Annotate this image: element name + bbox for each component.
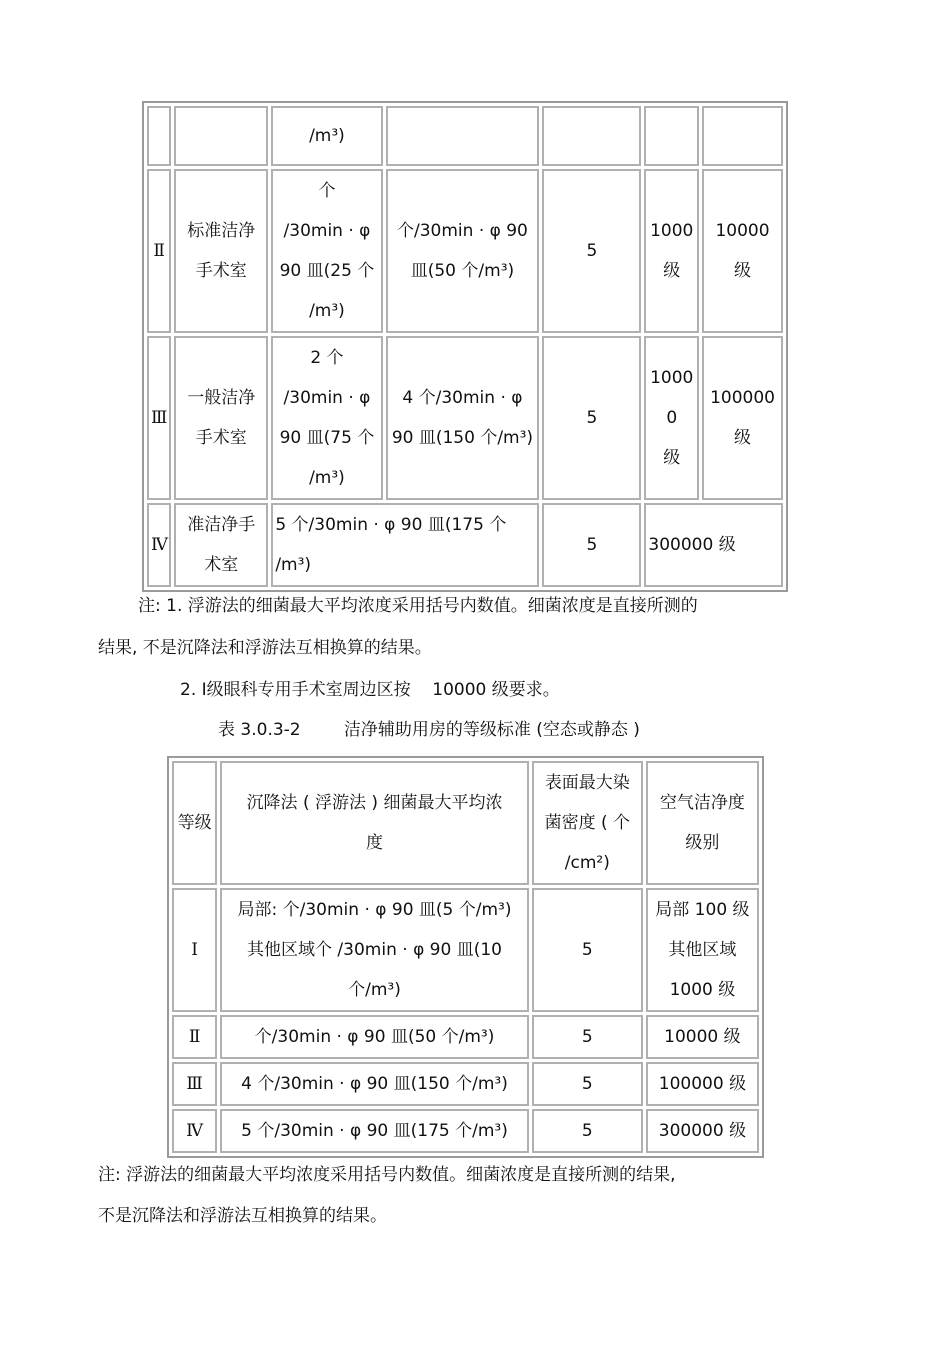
header-grade: 等级 [172, 761, 217, 885]
surface-density-cell: 5 [532, 1015, 643, 1059]
sedimentation-cell: 2 个 /30min · φ 90 皿(75 个 /m³) [271, 336, 382, 500]
table-row [172, 888, 759, 1012]
note-3-line-2: 不是沉降法和浮游法互相换算的结果。 [98, 1206, 387, 1226]
note-1-line-2: 结果, 不是沉降法和浮游法互相换算的结果。 [98, 638, 432, 658]
surface-density-cell: 5 [532, 888, 643, 1012]
table-row [147, 336, 783, 500]
grade-cell: Ⅱ [172, 1015, 217, 1059]
header-air-class: 空气洁净度 级别 [646, 761, 759, 885]
air-class-cell: 10000 级 [646, 1015, 759, 1059]
air-class-cell: 局部 100 级 其他区域 1000 级 [646, 888, 759, 1012]
concentration-cell: 5 个/30min · φ 90 皿(175 个/m³) [220, 1109, 529, 1153]
system-class-cell: 10000 级 [644, 336, 699, 500]
area-class-cell: 10000 级 [702, 169, 783, 333]
auxiliary-room-grade-table [167, 756, 764, 1158]
system-class-cell: 1000 级 [644, 169, 699, 333]
note-2-line: 2. Ⅰ级眼科专用手术室周边区按 10000 级要求。 [180, 680, 560, 700]
room-name-cell: 准洁净手 术室 [174, 503, 268, 587]
room-name-cell: 标准洁净 手术室 [174, 169, 268, 333]
grade-cell: Ⅲ [147, 336, 171, 500]
floating-cell: 4 个/30min · φ 90 皿(150 个/m³) [386, 336, 540, 500]
grade-cell [147, 106, 171, 166]
grade-cell: Ⅳ [147, 503, 171, 587]
surface-density-cell: 5 [532, 1109, 643, 1153]
room-name-cell [174, 106, 268, 166]
grade-cell: Ⅰ [172, 888, 217, 1012]
room-name-cell: 一般洁净 手术室 [174, 336, 268, 500]
note-3-line-1: 注: 浮游法的细菌最大平均浓度采用括号内数值。细菌浓度是直接所测的结果, [98, 1165, 676, 1185]
grade-cell: Ⅱ [147, 169, 171, 333]
header-surface-density: 表面最大染 菌密度 ( 个 /cm²) [532, 761, 643, 885]
header-concentration: 沉降法 ( 浮游法 ) 细菌最大平均浓 度 [220, 761, 529, 885]
surface-density-cell: 5 [542, 503, 641, 587]
table-row [147, 169, 783, 333]
surface-density-cell [542, 106, 641, 166]
table-row [147, 106, 783, 166]
note-1-line-1: 注: 1. 浮游法的细菌最大平均浓度采用括号内数值。细菌浓度是直接所测的 [138, 596, 698, 616]
concentration-cell: 4 个/30min · φ 90 皿(150 个/m³) [220, 1062, 529, 1106]
floating-cell: 个/30min · φ 90 皿(50 个/m³) [386, 169, 540, 333]
area-class-cell: 100000 级 [702, 336, 783, 500]
table-row [172, 1109, 759, 1153]
grade-cell: Ⅲ [172, 1062, 217, 1106]
air-class-cell: 300000 级 [646, 1109, 759, 1153]
sedimentation-cell: /m³) [271, 106, 382, 166]
grade-cell: Ⅳ [172, 1109, 217, 1153]
merged-concentration-cell: 5 个/30min · φ 90 皿(175 个 /m³) [271, 503, 539, 587]
sedimentation-cell: 个 /30min · φ 90 皿(25 个 /m³) [271, 169, 382, 333]
merged-class-cell: 300000 级 [644, 503, 783, 587]
system-class-cell [644, 106, 699, 166]
surface-density-cell: 5 [542, 336, 641, 500]
table-caption: 表 3.0.3-2 洁净辅助用房的等级标准 (空态或静态 ) [218, 720, 640, 740]
table-row [147, 503, 783, 587]
concentration-cell: 局部: 个/30min · φ 90 皿(5 个/m³) 其他区域个 /30min · φ 90 皿(10 个/m³) [220, 888, 529, 1012]
operating-room-grade-table [142, 101, 788, 592]
table-row [172, 1062, 759, 1106]
air-class-cell: 100000 级 [646, 1062, 759, 1106]
surface-density-cell: 5 [542, 169, 641, 333]
surface-density-cell: 5 [532, 1062, 643, 1106]
concentration-cell: 个/30min · φ 90 皿(50 个/m³) [220, 1015, 529, 1059]
area-class-cell [702, 106, 783, 166]
table-header-row [172, 761, 759, 885]
floating-cell [386, 106, 540, 166]
table-row [172, 1015, 759, 1059]
